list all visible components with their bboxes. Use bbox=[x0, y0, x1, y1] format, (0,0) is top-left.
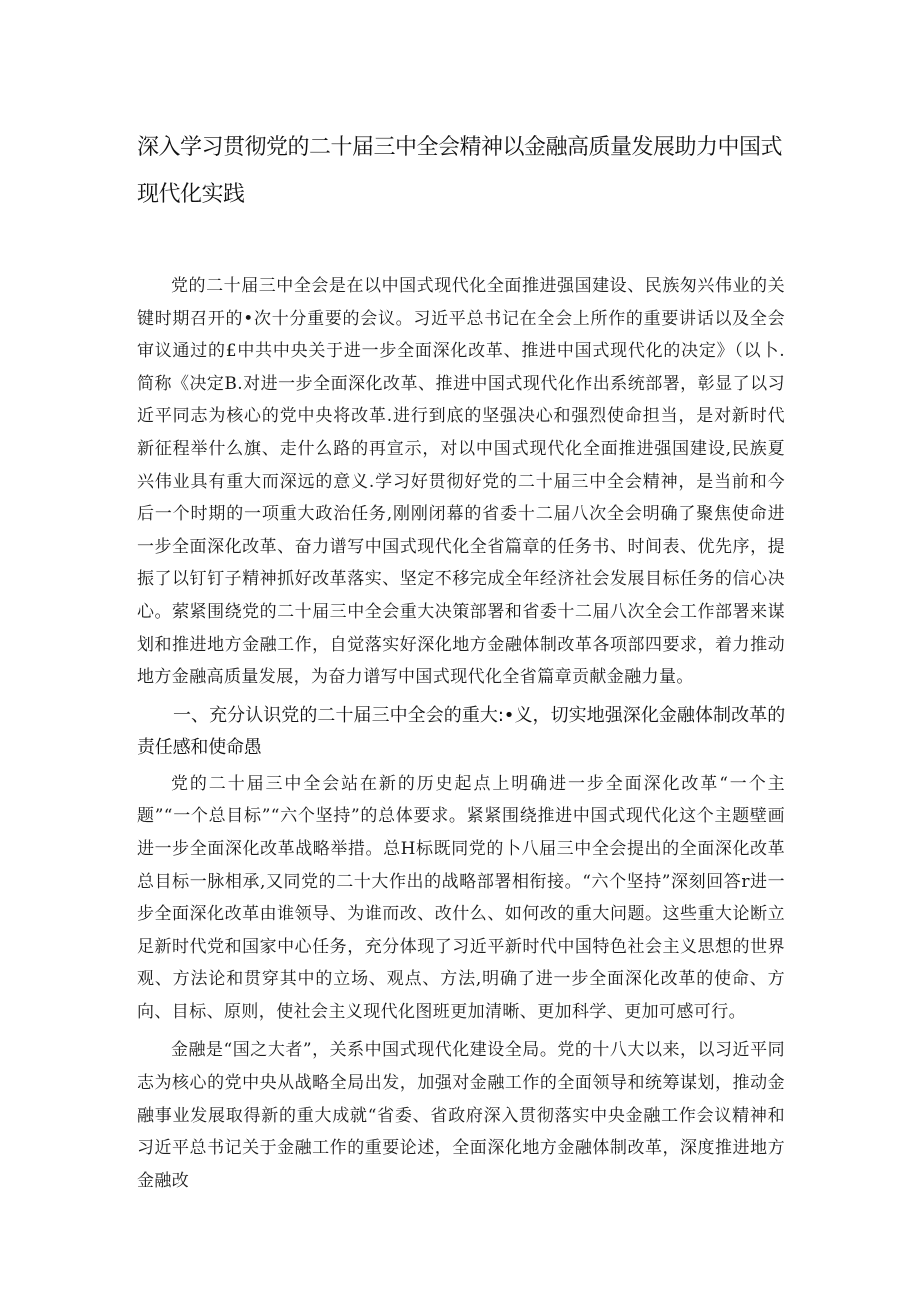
section-1-paragraph-2: 金融是“国之大者”，关系中国式现代化建设全局。党的十八大以来，以习近平同志为核心的党中央从战略全局出发，加强对金融工作的全面领导和统筹谋划，推动金融事业发展取得新的重大成就“省委、省政府深入贯彻落实中央金融工作会议精神和习近平总书记关于金融工作的重要论述，全面深化地方金融体制改革，深度推进地方金融改 bbox=[137, 1040, 785, 1191]
document-title: 深入学习贯彻党的二十届三中全会精神以金融高质量发展助力中国式现代化实践 bbox=[137, 135, 783, 207]
document-body bbox=[137, 270, 785, 1203]
intro-paragraph: 党的二十届三中全会是在以中国式现代化全面推进强国建设、民族匆兴伟业的关键时期召开的•次十分重要的会议。习近平总书记在全会上所作的重要讲话以及全会审议通过的£中共中央关于进一步全面深化改革、推进中国式现代化的决定》（以卜.简称《决定B.对进一步全面深化改革、推进中国式现代化作出系统部署，彰显了以习近平同志为核心的党中央将改革.进行到底的坚强决心和强烈使命担当，是对新时代新征程举什么旗、走什么路的再宣示，对以中国式现代化全面推进强国建设,民族夏兴伟业具有重大而深远的意义.学习好贯彻好党的二十届三中全会精神，是当前和今后一个时期的一项重大政治任务,刚刚闭幕的省委十二届八次全会明确了聚焦使命进一步全面深化改革、奋力谱写中国式现代化全省篇章的任务书、时间表、优先序，提振了以钉钉子精神抓好改革落实、坚定不移完成全年经济社会发展目标任务的信心决心。萦紧围绕党的二十届三中全会重大决策部署和省委十二届八次全会工作部署来谋划和推进地方金融工作，自觉落实好深化地方金融体制改革各项部四要求，着力推动地方金融高质量发展，为奋力谱写中国式现代化全省篇章贡献金融力量。 bbox=[137, 276, 785, 688]
section-1-paragraph-1: 党的二十届三中全会站在新的历史起点上明确进一步全面深化改革“一个主题”“一个总目标”“六个坚持”的总体要求。紧紧围绕推进中国式现代化这个主题壁画进一步全面深化改革战略举措。总H标既同党的卜八届三中全会提出的全面深化改革总目标一脉相承,又同党的二十大作出的战略部署相衔接。“六个坚持”深刻回答r进一步全面深化改革由谁领导、为谁而改、改什么、如何改的重大问题。这些重大论断立足新时代党和国家中心任务，充分体现了习近平新时代中国特色社会主义思想的世界观、方法论和贯穿其中的立场、观点、方法,明确了进一步全面深化改革的使命、方向、目标、原则，使社会主义现代化图班更加清晰、更加科学、更加可感可行。 bbox=[137, 773, 785, 1022]
section-1-heading: 一、充分认识党的二十届三中全会的重大:•义，切实地强深化金融体制改革的责任感和使命愚 bbox=[137, 704, 785, 758]
